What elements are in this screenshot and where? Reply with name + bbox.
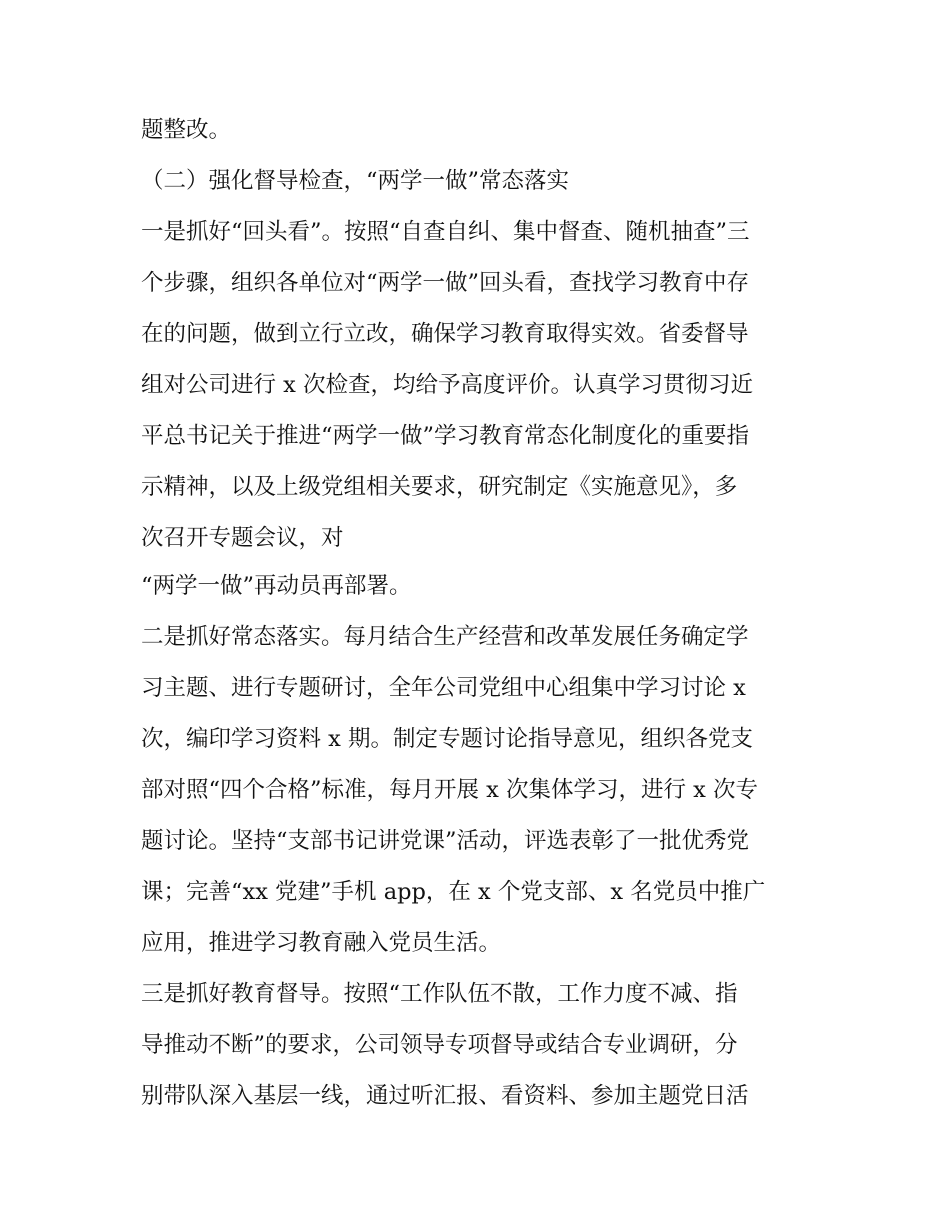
text-line: 二是抓好常态落实。每月结合生产经营和改革发展任务确定学: [141, 624, 749, 650]
text-line: 次，编印学习资料 x 期。制定专题讨论指导意见，组织各党支: [141, 726, 753, 752]
text-line: 导推动不断”的要求，公司领导专项督导或结合专业调研，分: [141, 1032, 738, 1058]
text-line: 题讨论。坚持“支部书记讲党课”活动，评选表彰了一批优秀党: [141, 828, 750, 854]
text-line: 习主题、进行专题研讨，全年公司党组中心组集中学习讨论 x: [141, 675, 746, 701]
text-line: 个步骤，组织各单位对“两学一做”回头看，查找学习教育中存: [141, 270, 750, 296]
text-line: 平总书记关于推进“两学一做”学习教育常态化制度化的重要指: [141, 423, 750, 449]
text-line: 一是抓好“回头看”。按照“自查自纠、集中督查、随机抽查”三: [141, 219, 750, 245]
section-heading: （二）强化督导检查，“两学一做”常态落实: [141, 168, 570, 194]
text-line: 三是抓好教育督导。按照“工作队伍不散，工作力度不减、指: [141, 981, 738, 1007]
text-line: “两学一做”再动员再部署。: [141, 573, 412, 599]
text-line: 别带队深入基层一线，通过听汇报、看资料、参加主题党日活: [141, 1083, 749, 1109]
text-line: 课；完善“xx 党建”手机 app，在 x 个党支部、x 名党员中推广: [141, 879, 766, 905]
text-line: 题整改。: [141, 117, 232, 143]
text-line: 应用，推进学习教育融入党员生活。: [141, 930, 502, 956]
text-line: 部对照“四个合格”标准，每月开展 x 次集体学习，进行 x 次专: [141, 777, 758, 803]
text-line: 示精神，以及上级党组相关要求，研究制定《实施意见》，多: [141, 474, 738, 500]
text-line: 在的问题，做到立行立改，确保学习教育取得实效。省委督导: [141, 321, 749, 347]
text-line: 组对公司进行 x 次检查，均给予高度评价。认真学习贯彻习近: [141, 372, 753, 398]
text-line: 次召开专题会议，对: [141, 525, 344, 551]
